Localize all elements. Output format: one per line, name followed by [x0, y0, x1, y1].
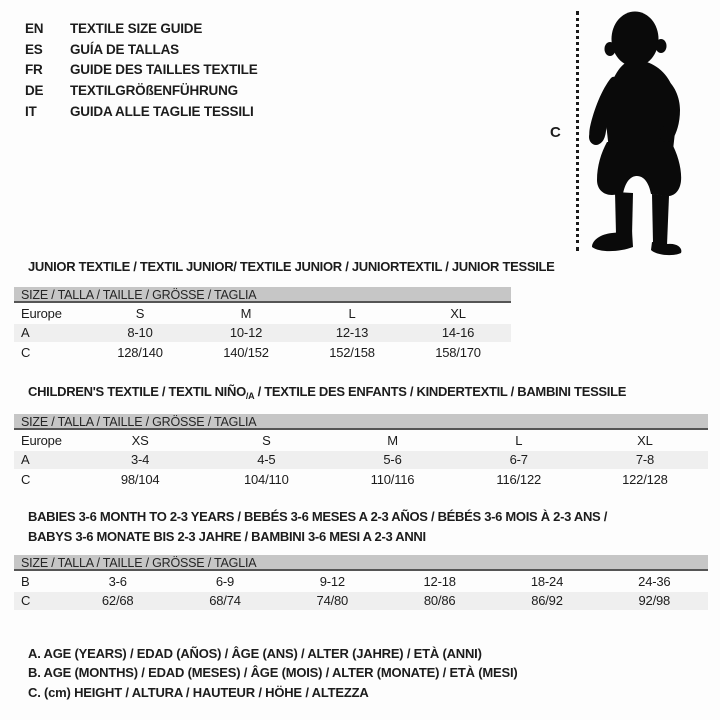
- row-label: B: [21, 574, 30, 589]
- language-code: ES: [25, 41, 43, 57]
- row-label: Europe: [21, 306, 62, 321]
- size-header-bar: SIZE / TALLA / TAILLE / GRÖSSE / TAGLIA: [14, 414, 708, 430]
- age-cell: 6-9: [215, 574, 235, 589]
- toddler-silhouette-icon: [575, 0, 720, 260]
- height-cell: 62/68: [101, 593, 134, 608]
- height-cell: 116/122: [496, 472, 542, 487]
- height-cell: 74/80: [316, 593, 349, 608]
- table-row: [14, 303, 511, 324]
- height-cell: 104/110: [243, 472, 289, 487]
- age-cell: 10-12: [229, 325, 263, 340]
- table-row: [14, 592, 708, 610]
- language-row-it: [25, 102, 258, 123]
- language-label: GUIDA ALLE TAGLIE TESSILI: [70, 103, 254, 119]
- title-part: CHILDREN'S TEXTILE / TEXTIL NIÑO: [28, 384, 246, 399]
- language-code: FR: [25, 62, 43, 78]
- footnote-a: A. AGE (YEARS) / EDAD (AÑOS) / ÂGE (ANS) / ALTER (JAHRE) / ETÀ (ANNI): [28, 646, 482, 661]
- footnote-b: B. AGE (MONTHS) / EDAD (MESES) / ÂGE (MOIS) / ALTER (MONATE) / ETÀ (MESI): [28, 665, 518, 681]
- table-row: [14, 430, 708, 451]
- table-row: [14, 324, 511, 342]
- title-subscript: /A: [245, 391, 255, 401]
- height-cell: 98/104: [120, 472, 160, 487]
- age-cell: 4-5: [257, 452, 276, 467]
- junior-size-table: [14, 287, 511, 363]
- language-row-es: [25, 40, 258, 61]
- height-cell: 128/140: [117, 345, 163, 360]
- size-cell: S: [262, 433, 271, 448]
- title-line-1: BABIES 3-6 MONTH TO 2-3 YEARS / BEBÉS 3-6 MESES A 2-3 AÑOS / BÉBÉS 3-6 MOIS À 2-3 ANS /: [28, 509, 608, 524]
- height-cell: 110/116: [370, 472, 415, 487]
- language-label: TEXTILE SIZE GUIDE: [70, 21, 203, 36]
- size-cell: XL: [637, 433, 653, 448]
- language-row-de: [25, 81, 258, 102]
- height-cell: 68/74: [209, 593, 241, 608]
- age-cell: 3-4: [131, 452, 150, 467]
- row-label: C: [21, 593, 31, 608]
- footnotes: [28, 644, 518, 702]
- table-row: [14, 451, 708, 469]
- age-cell: 5-6: [383, 452, 402, 467]
- size-cell: S: [135, 306, 145, 321]
- age-cell: 12-18: [423, 574, 456, 589]
- junior-table-title: JUNIOR TEXTILE / TEXTIL JUNIOR/ TEXTILE JUNIOR / JUNIORTEXTIL / JUNIOR TESSILE: [28, 259, 555, 274]
- age-cell: 6-7: [509, 452, 528, 467]
- size-cell: L: [348, 306, 356, 321]
- babies-table-title: [28, 507, 708, 546]
- size-header-bar: SIZE / TALLA / TAILLE / GRÖSSE / TAGLIA: [14, 555, 708, 571]
- size-cell: XS: [131, 433, 149, 448]
- table-row: [14, 469, 708, 490]
- language-code: EN: [25, 21, 44, 36]
- babies-textile-section: [14, 507, 708, 610]
- height-cell: 80/86: [423, 593, 456, 608]
- height-measure-label: C: [550, 124, 561, 141]
- height-cell: 158/170: [435, 345, 481, 360]
- row-label: A: [21, 325, 30, 340]
- row-label: C: [21, 345, 31, 360]
- size-cell: M: [240, 306, 252, 321]
- age-cell: 14-16: [441, 325, 475, 340]
- junior-textile-section: [14, 259, 555, 363]
- table-row: [14, 342, 511, 363]
- childrens-size-table: [14, 414, 708, 490]
- size-cell: L: [515, 433, 523, 448]
- language-row-fr: [25, 60, 258, 81]
- height-cell: 92/98: [638, 593, 671, 608]
- table-row: [14, 571, 708, 592]
- height-cell: 152/158: [329, 345, 375, 360]
- age-cell: 18-24: [530, 574, 564, 589]
- row-label: C: [21, 472, 31, 487]
- age-cell: 3-6: [108, 574, 127, 589]
- height-cell: 140/152: [223, 345, 269, 360]
- title-line-2: BABYS 3-6 MONATE BIS 2-3 JAHRE / BAMBINI 3-6 MESI A 2-3 ANNI: [28, 528, 426, 544]
- height-figure: [540, 0, 720, 262]
- height-cell: 122/128: [622, 472, 668, 487]
- language-code: DE: [25, 83, 44, 99]
- footnote-c: C. (cm) HEIGHT / ALTURA / HAUTEUR / HÖHE / ALTEZZA: [28, 684, 369, 700]
- language-row-en: [25, 19, 258, 40]
- row-label: A: [21, 452, 30, 467]
- age-cell: 9-12: [319, 574, 345, 589]
- size-cell: M: [387, 433, 398, 448]
- age-cell: 24-36: [638, 574, 671, 589]
- language-label: GUIDE DES TAILLES TEXTILE: [70, 62, 258, 78]
- size-cell: XL: [450, 306, 466, 321]
- title-part: / TEXTILE DES ENFANTS / KINDERTEXTIL / BAMBINI TESSILE: [254, 384, 627, 399]
- age-cell: 7-8: [635, 452, 655, 467]
- age-cell: 12-13: [335, 325, 369, 340]
- childrens-textile-section: [14, 384, 708, 490]
- size-header-bar: SIZE / TALLA / TAILLE / GRÖSSE / TAGLIA: [14, 287, 511, 303]
- age-cell: 8-10: [127, 325, 153, 340]
- language-list: [25, 19, 258, 122]
- row-label: Europe: [21, 433, 62, 448]
- childrens-table-title: [28, 384, 708, 401]
- language-code: IT: [25, 103, 37, 119]
- language-label: GUÍA DE TALLAS: [70, 41, 179, 57]
- babies-size-table: [14, 555, 708, 610]
- height-cell: 86/92: [531, 593, 563, 608]
- language-label: TEXTILGRÖßENFÜHRUNG: [70, 83, 238, 99]
